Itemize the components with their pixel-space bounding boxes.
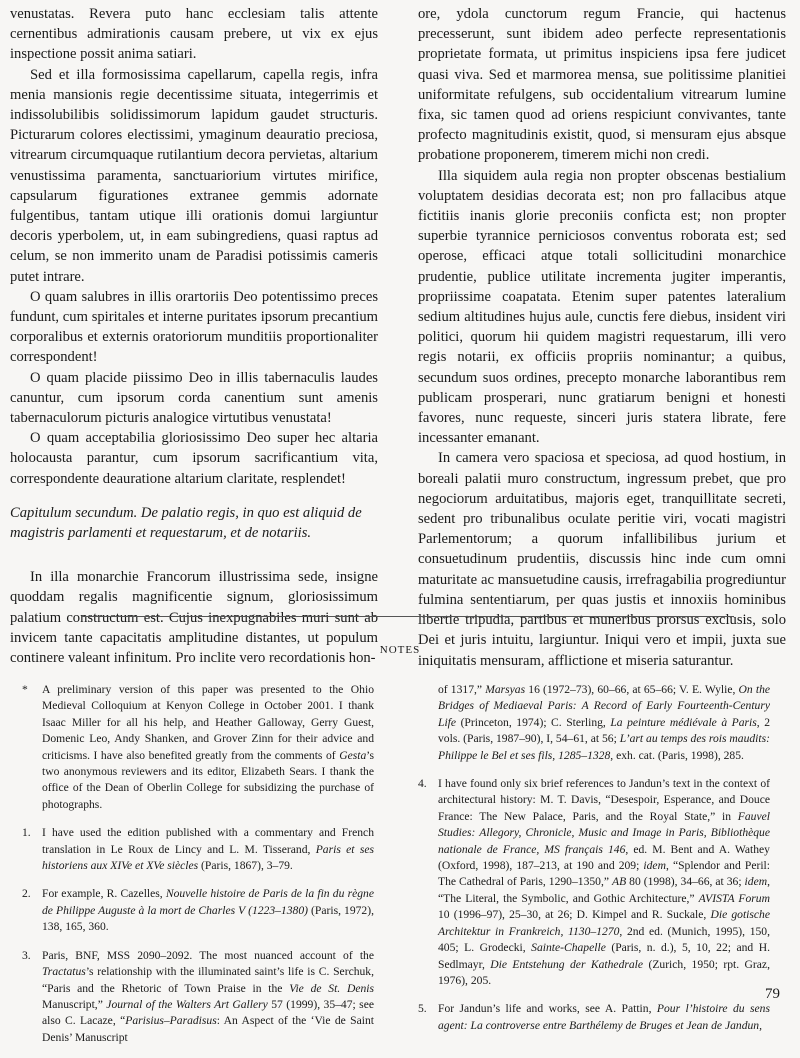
left-paragraph: O quam salubres in illis orartoriis Deo potentissimo preces fundunt, cum spiritales et interne puritates ipsorum precantium corporalibus et externis oratoriorum munditiis proportionaliter correspondent!	[10, 288, 378, 366]
left-paragraph: O quam placide piissimo Deo in illis tabernaculis laudes canuntur, cum ipsorum corda canentium sunt amenis tabernaculorum picturis analogice virtutibus venustata!	[10, 369, 378, 427]
footnote-continuation: of 1317,” Marsyas 16 (1972–73), 60–66, at 65–66; V. E. Wylie, On the Bridges of Mediaeval Paris: A Record of Early Fourteenth-Century Life (Princeton, 1974); C. Sterling, La peinture médiévale à Paris, 2 vols. (Paris, 1987–90), I, 54–61, at 56; L’art au temps des rois maudits: Philippe le Bel et ses fils, 1285–1328, exh. cat. (Paris, 1998), 285.	[438, 683, 771, 762]
footnote-marker: 2.	[22, 887, 31, 901]
notes-left-column	[22, 682, 374, 1058]
footnote	[418, 776, 770, 989]
footnote-marker: 3.	[22, 948, 31, 962]
footnote-text: I have found only six brief references to Jandun’s text in the context of architectural history: M. T. Davis, “Desespoir, Esperance, and Douce France: The New Palace, Paris, and the Royal State,” in Fauvel Studies: Allegory, Chronicle, Music and Image in Paris, Bibliothèque nationale de France, MS français 146, ed. M. Bent and A. Wathey (Oxford, 1998), 187–213, at 190 and 209; idem, “Splendor and Peril: The Cathedral of Paris, 1290–1350,” AB 80 (1998), 34–66, at 36; idem, “The Literal, the Symbolic, and Gothic Architecture,” AVISTA Forum 10 (1996–97), 25–30, at 26; D. Kimpel and R. Suckale, Die gotische Architektur in Frankreich, 1130–1270, 2nd ed. (Munich, 1995), 150, 405; L. Grodecki, Sainte-Chapelle (Paris, n. d.), 5, 10, 22; and H. Sedlmayr, Die Entstehung der Kathedrale (Zurich, 1950; rpt. Graz, 1976), 205.	[438, 777, 771, 987]
right-paragraph: Illa siquidem aula regia non propter obscenas bestialium voluptatem desidias decorata est; non pro fallacibus atque fictitiis inanis glorie preconiis conficta est; non propter superbie tyrannice perniciosos conventus roborata est; sed operose, efficaci atque totali sollicitudini monarchice prudentie, publice utilitate incrementa jugiter imperantis, propriissime coapatata. Etenim super patentes lateralium sedium altitudines hujus aule, cunctis fere diebus, insident viri politici, quorum hii quidem magistri requestarum, illi vero regis notarii, ex officiis propriis nominantur; a quibus, secundum suos ordines, precepto monarche laborantibus rem publicam prosperari, nunc gratiarum benigni et honesti favores, nunc requeste, sinceri juris statera librate, fere incessanter emanant.	[418, 167, 786, 447]
right-paragraph: In camera vero spaciosa et speciosa, ad quod hostium, in boreali palatii muro constructum, ingressum prebet, que pro negociorum arduitatibus, majoris eget, tranquillitate secreti, sedent pro tribunalibus oculate peritie viri, vocati magistri Parlementorum; a quorum infallibilibus jurium et consuetudinum prudentiis, discussis hinc inde cum omni maturitate ac mansuetudine causis, irrefragabilia progrediuntur fulmina sententiarum, per quas justis et innoxiis hominibus libertie tripudia, partibus et muneribus prorsus exclusis, solo Dei et juris intuitu, largiuntur. Iniqui vero et impii, juxta sue iniquitatis mensuram, afflictione et miseria saturantur.	[418, 450, 786, 669]
footnote-marker: 5.	[418, 1002, 427, 1016]
footnote	[22, 948, 374, 1046]
right-paragraph: ore, ydola cunctorum regum Francie, qui hactenus precesserunt, sunt ibidem adeo perfecte representationis proprietate formata, ut primitus inspiciens ipsa fere judicet quasi viva. Sed et marmorea mensa, sue politissime planitiei uniformitate refulgens, sub occidentalium vitrearum lumine fixa, sic tamen quod ad oriens respiciunt convivantes, tante profecto magnitudinis existit, quod, si mensuram ejus absque probatione proponerem, timerem michi non credi.	[418, 6, 786, 164]
footnote-marker: *	[22, 683, 28, 696]
left-paragraph: In illa monarchie Francorum illustrissima sede, insigne quoddam regalis magnificentie signum, gloriosissimum palatium constructum est. Cujus inexpugnabiles muri sunt ab invicem tante capacitatis amplitudine distantes, ut populum continere valeant infinitum. Pro inclite vero recordationis hon-	[10, 569, 378, 667]
notes-divider	[82, 616, 734, 617]
footnote-marker: 1.	[22, 826, 31, 840]
notes-title: NOTES	[379, 644, 421, 656]
left-paragraph: O quam acceptabilia gloriosissimo Deo super hec altaria holocausta parantur, cum ipsorum sacrificantium vita, correspondente deauratione altarium claritate, resplendet!	[10, 430, 378, 487]
left-paragraph: Sed et illa formosissima capellarum, capella regis, infra menia mansionis regie decentissime situata, integerrimis et indissolubilibis solidissimorum lapidum gaudet structuris. Picturarum colores electissimi, ymaginum deauratio preciosa, vitrearum circumquaque rutilantium decora pervietas, altarium venustissima paramenta, sanctuariorium virtutes mirifice, capsularum figurationes extranee gemmis adornate fulgentibus, tantam utique illi orationis domui largiuntur decoris yperbolem, ut, in eam subingrediens, quasi raptus ad celum, se non immerito unam de Paradisi potissimis cameris putet intrare.	[10, 66, 378, 285]
footnote-text: For Jandun’s life and works, see A. Pattin, Pour l’histoire du sens agent: La controverse entre Barthélemy de Bruges et Jean de Jandun,	[438, 1002, 770, 1032]
footnote	[22, 886, 374, 935]
footnote-text: I have used the edition published with a commentary and French translation in Le Roux de Lincy and L. M. Tisserand, Paris et ses historiens aux XIVe et XVe siècles (Paris, 1867), 3–79.	[42, 826, 374, 873]
footnote-text: Paris, BNF, MSS 2090–2092. The most nuanced account of the Tractatus’s relationship with the illuminated saint’s life is C. Serchuk, “Paris and the Rhetoric of Town Praise in the Vie de St. Denis Manuscript,” Journal of the Walters Art Gallery 57 (1999), 35–47; see also C. Lacaze, “Parisius–Paradisus: An Aspect of the ‘Vie de Saint Denis’ Manuscript	[42, 948, 374, 1044]
footnote	[418, 1001, 770, 1034]
footnote-marker: 4.	[418, 777, 427, 791]
footnote-text: A preliminary version of this paper was presented to the Ohio Medieval Colloquium at Kenyon College in October 2001. I thank Isaac Miller for all his help, and Heather Galloway, Gerry Guest, Domenic Leo, Andy Shanken, and Grover Zinn for their advice and criticisms. I have also benefited greatly from the comments of Gesta’s two anonymous reviewers and its editor, Elizabeth Sears. I thank the office of the Dean of Oberlin College for subsidizing the purchase of photographs.	[42, 683, 374, 811]
footnote-text: For example, R. Cazelles, Nouvelle histoire de Paris de la fin du règne de Philippe Auguste à la mort de Charles V (1223–1380) (Paris, 1972), 138, 165, 360.	[42, 887, 375, 934]
chapter-heading: Capitulum secundum. De palatio regis, in quo est aliquid de magistris parlamenti et requestarum, et de notariis.	[10, 504, 362, 542]
page-number: 79	[765, 986, 780, 1002]
main-text-right-column	[418, 4, 786, 671]
notes-right-column	[418, 682, 770, 1046]
main-text-left-column	[10, 4, 378, 668]
left-paragraph: venustatas. Revera puto hanc ecclesiam talis attente cernentibus admirationis causam prebere, ut vix ex ejus inspectione possit anima satiari.	[10, 6, 378, 63]
footnote	[22, 825, 374, 874]
footnote	[22, 682, 374, 813]
